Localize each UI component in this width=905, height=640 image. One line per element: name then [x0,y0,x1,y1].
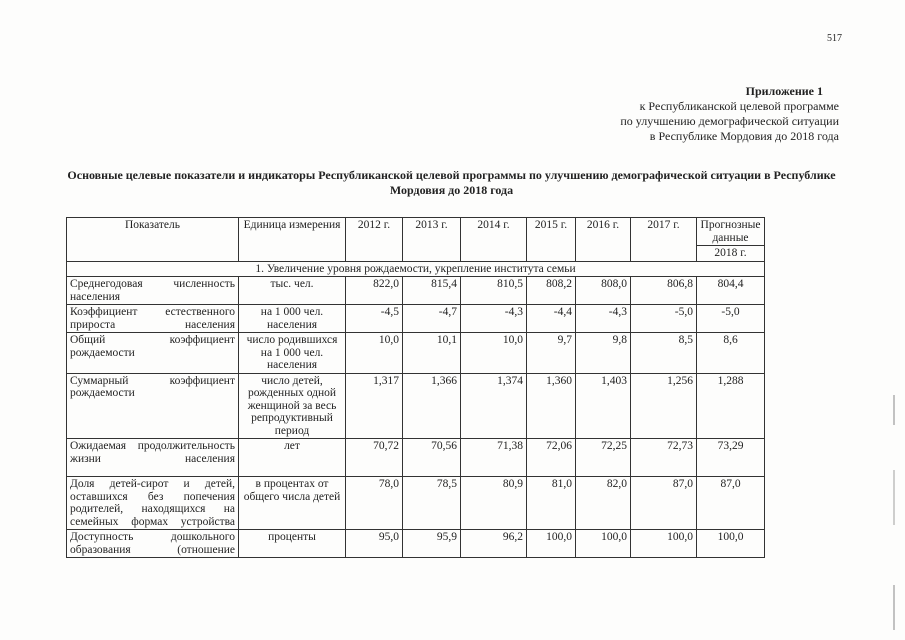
table-row [67,439,765,477]
page-number: 517 [827,33,842,44]
scan-edge-mark [893,470,895,525]
indicators-table [66,217,765,558]
header-year-2012: 2012 г. [346,218,403,262]
section-heading: 1. Увеличение уровня рождаемости, укрепление института семьи [67,261,765,277]
value-cell: 1,403 [576,373,631,439]
value-cell: 815,4 [403,277,461,305]
appendix-line: к Республиканской целевой программе [639,99,839,113]
value-cell: 100,0 [697,530,765,558]
value-cell: 100,0 [527,530,576,558]
value-cell: -4,7 [403,305,461,333]
header-year-2014: 2014 г. [461,218,527,262]
value-cell: 806,8 [631,277,697,305]
indicator-cell: Общий коэффициент рождаемости [67,333,239,374]
value-cell: 804,4 [697,277,765,305]
header-forecast: Прогнозные данные [697,218,765,246]
value-cell: -4,4 [527,305,576,333]
value-cell: 822,0 [346,277,403,305]
value-cell: 1,360 [527,373,576,439]
value-cell: 10,0 [346,333,403,374]
value-cell: 95,9 [403,530,461,558]
header-indicator: Показатель [67,218,239,262]
value-cell: 71,38 [461,439,527,477]
unit-cell: число родившихся на 1 000 чел. населения [239,333,346,374]
value-cell: 8,5 [631,333,697,374]
value-cell: 82,0 [576,477,631,530]
value-cell: 100,0 [576,530,631,558]
value-cell: 9,7 [527,333,576,374]
value-cell: 10,1 [403,333,461,374]
header-forecast-year: 2018 г. [697,246,765,262]
value-cell: 9,8 [576,333,631,374]
value-cell: 100,0 [631,530,697,558]
value-cell: 70,56 [403,439,461,477]
value-cell: -4,3 [461,305,527,333]
unit-cell: проценты [239,530,346,558]
document-title: Основные целевые показатели и индикаторы Республиканской целевой программы по улучшению демографической ситуации в Республике Мордовия до 2018 года [67,168,836,197]
value-cell: 78,5 [403,477,461,530]
appendix-line: по улучшению демографической ситуации [620,114,839,128]
value-cell: 10,0 [461,333,527,374]
value-cell: -5,0 [631,305,697,333]
value-cell: 78,0 [346,477,403,530]
value-cell: -5,0 [697,305,765,333]
header-year-2017: 2017 г. [631,218,697,262]
unit-cell: в процентах от общего числа детей [239,477,346,530]
value-cell: 95,0 [346,530,403,558]
value-cell: 808,0 [576,277,631,305]
value-cell: 1,256 [631,373,697,439]
value-cell: -4,3 [576,305,631,333]
appendix-block [620,84,839,144]
indicator-cell: Доступность дошкольного образования (отношение [67,530,239,558]
appendix-title: Приложение 1 [745,84,823,98]
header-year-2013: 2013 г. [403,218,461,262]
value-cell: -4,5 [346,305,403,333]
indicator-cell: Ожидаемая продолжительность жизни населения [67,439,239,477]
value-cell: 73,29 [697,439,765,477]
unit-cell: на 1 000 чел. населения [239,305,346,333]
header-year-2015: 2015 г. [527,218,576,262]
table-row [67,333,765,374]
unit-cell: число детей, рожденных одной женщиной за весь репродуктивный период [239,373,346,439]
header-unit: Единица измерения [239,218,346,262]
value-cell: 80,9 [461,477,527,530]
value-cell: 72,73 [631,439,697,477]
appendix-line: в Республике Мордовия до 2018 года [649,129,839,143]
table-row [67,373,765,439]
indicator-cell: Доля детей-сирот и детей, оставшихся без попечения родителей, находящихся на семейных формах устройства [67,477,239,530]
value-cell: 96,2 [461,530,527,558]
unit-cell: тыс. чел. [239,277,346,305]
value-cell: 1,374 [461,373,527,439]
value-cell: 72,25 [576,439,631,477]
indicator-cell: Суммарный коэффициент рождаемости [67,373,239,439]
indicator-cell: Среднегодовая численность населения [67,277,239,305]
header-year-2016: 2016 г. [576,218,631,262]
unit-cell: лет [239,439,346,477]
table-row [67,530,765,558]
value-cell: 8,6 [697,333,765,374]
scan-edge-mark [893,395,895,425]
table-row [67,277,765,305]
value-cell: 810,5 [461,277,527,305]
indicator-cell: Коэффициент естественного прироста населения [67,305,239,333]
value-cell: 808,2 [527,277,576,305]
table-row [67,305,765,333]
value-cell: 72,06 [527,439,576,477]
value-cell: 81,0 [527,477,576,530]
value-cell: 70,72 [346,439,403,477]
table-row [67,477,765,530]
value-cell: 1,317 [346,373,403,439]
value-cell: 1,366 [403,373,461,439]
value-cell: 87,0 [631,477,697,530]
value-cell: 1,288 [697,373,765,439]
scan-edge-mark [893,585,895,630]
value-cell: 87,0 [697,477,765,530]
